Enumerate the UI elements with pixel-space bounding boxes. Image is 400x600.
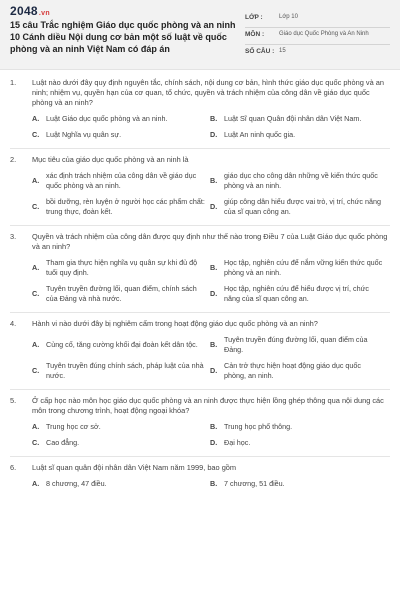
option-text: Học tập, nghiên cứu để nắm vững kiến thức quốc phòng và an ninh. [224,258,383,277]
option-key: D. [210,202,218,211]
option-d[interactable] [210,284,384,304]
option-text: Tuyên truyền đúng chính sách, pháp luật của nhà nước. [46,361,204,380]
option-text: Trung học phổ thông. [224,422,293,431]
question-number: 4. [10,319,17,328]
option-c[interactable] [32,438,206,448]
option-key: C. [32,366,40,375]
question-3 [10,232,390,313]
option-d[interactable] [210,130,384,140]
option-key: D. [210,438,218,447]
option-a[interactable] [32,479,206,489]
option-c[interactable] [32,197,206,217]
option-key: C. [32,438,40,447]
option-key: B. [210,263,218,272]
option-a[interactable] [32,422,206,432]
option-a[interactable] [32,171,206,191]
option-a[interactable] [32,335,206,355]
option-text: Luật An ninh quốc gia. [224,130,296,139]
meta-value: 15 [279,48,286,54]
option-key: B. [210,114,218,123]
meta-row-subject [245,28,390,45]
option-key: D. [210,130,218,139]
question-text: Quyền và trách nhiệm của công dân được quy định như thế nào trong Điều 7 của Luật Giáo dục quốc phòng và an ninh? [32,232,388,251]
option-d[interactable] [210,361,384,381]
question-text: Luật sĩ quan quân đội nhân dân Việt Nam năm 1999, bao gồm [32,463,237,472]
option-b[interactable] [210,335,384,355]
option-text: Luật Sĩ quan Quân đội nhân dân Việt Nam. [224,114,362,123]
option-a[interactable] [32,114,206,124]
option-key: A. [32,176,40,185]
question-2 [10,155,390,226]
option-text: Luật Nghĩa vụ quân sự. [46,130,122,139]
divider [10,312,390,313]
question-list [0,70,400,489]
option-c[interactable] [32,130,206,140]
option-d[interactable] [210,438,384,448]
option-d[interactable] [210,197,384,217]
divider [10,225,390,226]
question-1 [10,78,390,149]
option-a[interactable] [32,258,206,278]
question-5 [10,396,390,457]
option-key: A. [32,340,40,349]
meta-value: Giáo dục Quốc Phòng và An Ninh [279,31,369,37]
option-text: Đại học. [224,438,251,447]
meta-value: Lớp 10 [279,14,298,20]
meta-row-class [245,11,390,28]
question-number: 5. [10,396,17,405]
option-text: 8 chương, 47 điều. [46,479,107,488]
header [0,0,400,70]
option-text: Củng cố, tăng cường khối đại đoàn kết dân tộc. [46,340,198,349]
divider [10,389,390,390]
option-key: D. [210,289,218,298]
option-c[interactable] [32,361,206,381]
site-logo[interactable] [10,4,50,18]
divider [10,148,390,149]
option-key: B. [210,176,218,185]
option-key: C. [32,202,40,211]
question-number: 3. [10,232,17,241]
option-text: Luật Giáo dục quốc phòng và an ninh. [46,114,168,123]
meta-label: LỚP : [245,14,263,21]
meta-row-count [245,45,390,62]
question-4 [10,319,390,390]
option-text: giúp công dân hiểu được vai trò, vị trí, chức năng của sĩ quan công an. [224,197,381,216]
option-text: Tuyên truyền đúng đường lối, quan điểm của Đảng. [224,335,368,354]
question-text: Luật nào dưới đây quy định nguyên tắc, chính sách, nội dung cơ bản, hình thức giáo dục quốc phòng và an ninh; nhiệm vụ, quyền hạn của cơ quan, tổ chức, quyền và trách nhiệm của công dân về giáo dục quốc phòng và an ninh? [32,78,385,107]
option-key: C. [32,289,40,298]
option-key: D. [210,366,218,375]
option-key: A. [32,263,40,272]
option-key: B. [210,340,218,349]
divider [10,456,390,457]
option-text: 7 chương, 51 điều. [224,479,285,488]
option-key: C. [32,130,40,139]
question-number: 6. [10,463,17,472]
option-b[interactable] [210,479,384,489]
meta-label: MÔN : [245,31,265,38]
option-key: A. [32,114,40,123]
option-c[interactable] [32,284,206,304]
option-b[interactable] [210,114,384,124]
option-b[interactable] [210,171,384,191]
question-number: 2. [10,155,17,164]
option-key: B. [210,479,218,488]
meta-label: SỐ CÂU : [245,48,275,55]
option-key: A. [32,479,40,488]
option-text: Cao đẳng. [46,438,80,447]
question-text: Hành vi nào dưới đây bị nghiêm cấm trong hoạt động giáo dục quốc phòng và an ninh? [32,319,318,328]
option-text: xác định trách nhiệm của công dân về giáo dục quốc phòng và an ninh. [46,171,197,190]
question-number: 1. [10,78,17,87]
question-text: Mục tiêu của giáo dục quốc phòng và an ninh là [32,155,189,164]
option-text: Tuyên truyền đường lối, quan điểm, chính sách của Đảng và nhà nước. [46,284,197,303]
logo-suffix: .vn [38,10,50,17]
option-key: A. [32,422,40,431]
option-text: Cản trở thực hiện hoạt động giáo dục quốc phòng, an ninh. [224,361,361,380]
option-text: bồi dưỡng, rèn luyện ở người học các phẩm chất: trung thực, đoàn kết. [46,197,205,216]
option-text: giáo dục cho công dân những về kiến thức quốc phòng và an ninh. [224,171,378,190]
option-b[interactable] [210,258,384,278]
question-text: Ở cấp học nào môn học giáo dục quốc phòng và an ninh được thực hiện lồng ghép thông qua nội dung các môn trong chương trình, hoạt động ngoại khóa? [32,396,384,415]
option-text: Học tập, nghiên cứu để hiểu được vị trí, chức năng của sĩ quan công an. [224,284,369,303]
logo-text: 2048 [10,4,38,18]
meta-info [245,11,390,62]
question-6 [10,463,390,489]
option-key: B. [210,422,218,431]
option-text: Tham gia thực hiện nghĩa vụ quân sự khi đủ độ tuổi quy định. [46,258,198,277]
option-b[interactable] [210,422,384,432]
option-text: Trung học cơ sở. [46,422,101,431]
page-title: 15 câu Trắc nghiệm Giáo dục quốc phòng và an ninh 10 Cánh diều Nội dung cơ bản một số luật về quốc phòng và an ninh Việt Nam có đáp án [10,20,236,54]
